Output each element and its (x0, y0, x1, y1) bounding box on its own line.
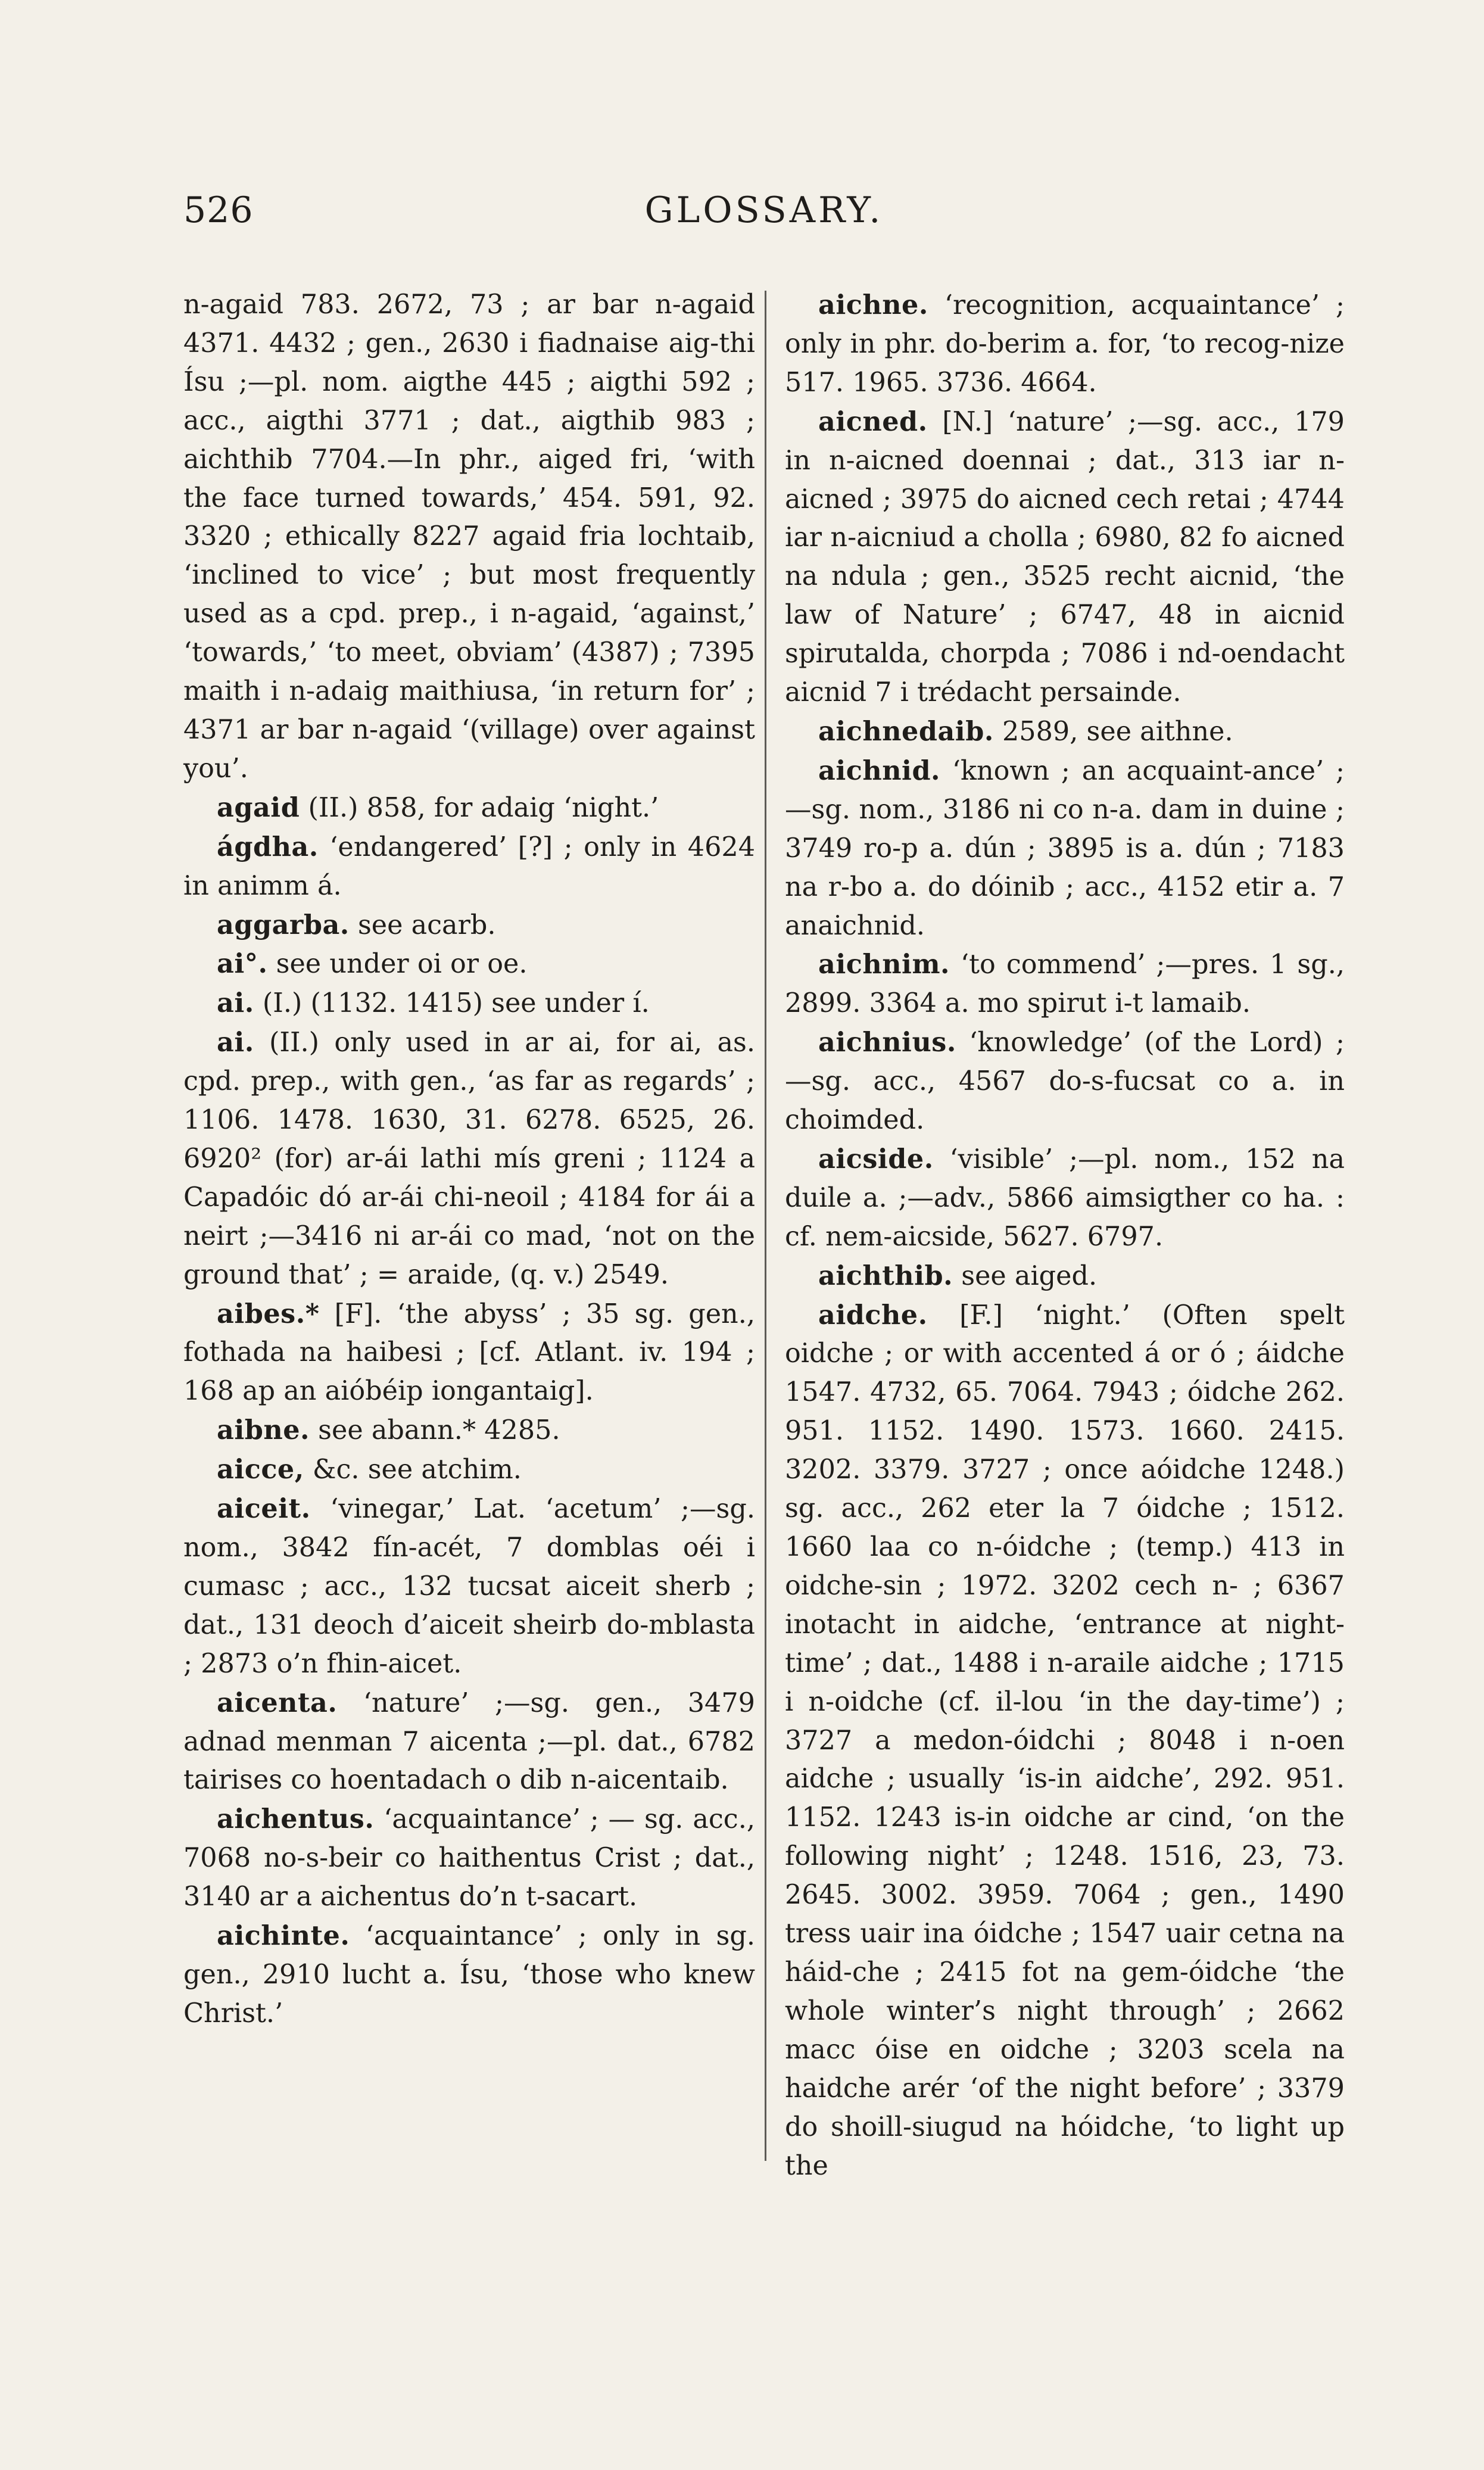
headword: aichnius. (818, 1027, 956, 1058)
headword: aichnim. (818, 949, 950, 980)
headword: aicside. (818, 1143, 934, 1175)
glossary-entry (785, 712, 1345, 752)
entry-text: (II.) only used in ar ai, for ai, as. cpd. prep., with gen., ‘as far as regards’ ; 1106. 1478. 1630, 31. 6278. 6525, 26. 6920² (for) ar-ái lathi mís greni ; 1124 a Capadóic dó ar-ái chi-neoil ; 4184 for ái a neirt ;—3416 ni ar-ái co mad, ‘not on the ground that’ ; = araide, (q. v.) 2549. (183, 1027, 755, 1290)
glossary-entry (183, 984, 755, 1023)
entry-text: ‘recognition, acquaintance’ ; only in phr. do-berim a. for, ‘to recog-nize 517. 1965. 3736. 4664. (785, 290, 1345, 398)
glossary-entry (183, 945, 755, 984)
entry-text: ‘known ; an acquaint-ance’ ;—sg. nom., 3186 ni co n-a. dam in duine ; 3749 ro-p a. dún ; 3895 is a. dún ; 7183 na r-bo a. do dóinib ; acc., 4152 etir a. 7 anaichnid. (785, 755, 1345, 941)
glossary-entry (183, 1295, 755, 1412)
headword: aichinte. (217, 1920, 350, 1952)
glossary-entry (183, 1023, 755, 1294)
glossary-entry (785, 1023, 1345, 1140)
headword: aichthib. (818, 1260, 953, 1291)
entry-text: [N.] ‘nature’ ;—sg. acc., 179 in n-aicned doennai ; dat., 313 iar n-aicned ; 3975 do aicned cech retai ; 4744 iar n-aicniud a cholla ; 6980, 82 fo aicned na ndula ; gen., 3525 recht aicnid, ‘the law of Nature’ ; 6747, 48 in aicnid spirutalda, chorpda ; 7086 i nd-oendacht aicnid 7 i trédacht persainde. (785, 406, 1345, 708)
headword: aiceit. (217, 1493, 311, 1525)
entry-text: [F]. ‘the abyss’ ; 35 sg. gen., fothada na haibesi ; [cf. Atlant. iv. 194 ; 168 ap an aióbéip iongantaig]. (183, 1298, 755, 1407)
entry-text: &c. see atchim. (312, 1454, 522, 1485)
glossary-entry (183, 906, 755, 945)
glossary-entry (785, 945, 1345, 1023)
entry-text: [F.] ‘night.’ (Often spelt oidche ; or with accented á or ó ; áidche 1547. 4732, 65. 7064. 7943 ; óidche 262. 951. 1152. 1490. 1573. 1660. 2415. 3202. 3379. 3727 ; once aóidche 1248.) sg. acc., 262 eter la 7 óidche ; 1512. 1660 laa co n-óidche ; (temp.) 413 in oidche-sin ; 1972. 3202 cech n- ; 6367 inotacht in aidche, ‘entrance at night-time’ ; dat., 1488 i n-araile aidche ; 1715 i n-oidche (cf. il-lou ‘in the day-time’) ; 3727 a medon-óidchi ; 8048 i n-oen aidche ; usually ‘is-in aidche’, 292. 951. 1152. 1243 is-in oidche ar cind, ‘on the following night’ ; 1248. 1516, 23, 73. 2645. 3002. 3959. 7064 ; gen., 1490 tress uair ina óidche ; 1547 uair cetna na háid-che ; 2415 fot na gem-óidche ‘the whole winter’s night through’ ; 2662 macc óise en oidche ; 3203 scela na haidche arér ‘of the night before’ ; 3379 do shoill-siugud na hóidche, ‘to light up the (785, 1300, 1345, 2181)
page-header (183, 189, 1345, 243)
headword: ai. (217, 988, 254, 1019)
headword: aichne. (818, 289, 928, 320)
glossary-entry (183, 1917, 755, 2033)
entry-text: (I.) (1132. 1415) see under í. (262, 988, 650, 1019)
entry-text: see under oi or oe. (276, 949, 528, 980)
headword: ágdha. (217, 831, 319, 862)
headword: agaid (217, 792, 300, 823)
entry-text: see acarb. (357, 909, 496, 940)
headword: aichentus. (217, 1804, 375, 1835)
glossary-entry (183, 286, 755, 789)
glossary-entry (785, 1296, 1345, 2186)
entry-text: ‘to commend’ ;—pres. 1 sg., 2899. 3364 a. mo spirut i-t lamaib. (785, 949, 1345, 1019)
headword: aichnid. (818, 755, 941, 786)
entry-text: ‘vinegar,’ Lat. ‘acetum’ ;—sg. nom., 3842 fín-acét, 7 domblas oéi i cumasc ; acc., 132 tucsat aiceit sherb ; dat., 131 deoch d’aiceit sheirb do-mblasta ; 2873 o’n fhin-aicet. (183, 1494, 755, 1679)
entry-text: ‘nature’ ;—sg. gen., 3479 adnad menman 7 aicenta ;—pl. dat., 6782 tairises co hoentadach o dib n-aicentaib. (183, 1687, 755, 1796)
glossary-entry (785, 403, 1345, 712)
entry-text: (II.) 858, for adaig ‘night.’ (308, 792, 659, 823)
glossary-entry (183, 828, 755, 906)
entry-text: ‘knowledge’ (of the Lord) ;—sg. acc., 4567 do-s-fucsat co a. in choimded. (785, 1027, 1345, 1136)
entry-text: 2589, see aithne. (1002, 716, 1233, 747)
glossary-entry (183, 789, 755, 828)
entry-text: see aiged. (961, 1260, 1098, 1291)
column-divider (765, 291, 766, 2161)
page-number: 526 (183, 189, 254, 231)
running-title: GLOSSARY. (644, 189, 884, 231)
glossary-entry (785, 1140, 1345, 1257)
glossary-entry (785, 752, 1345, 946)
glossary-entry (785, 286, 1345, 403)
entry-text: ‘acquaintance’ ; only in sg. gen., 2910 lucht a. Ísu, ‘those who knew Christ.’ (183, 1921, 755, 2029)
headword: aggarba. (217, 909, 350, 940)
headword: aidche. (818, 1299, 928, 1331)
glossary-entry (183, 1800, 755, 1917)
entry-text: ‘endangered’ [?] ; only in 4624 in animm á. (183, 831, 756, 901)
left-column (183, 286, 755, 2033)
entry-text: ‘acquaintance’ ; — sg. acc., 7068 no-s-beir co haithentus Crist ; dat., 3140 ar a aichentus do’n t-sacart. (183, 1804, 755, 1913)
glossary-entry (183, 1411, 755, 1450)
headword: aicned. (818, 406, 928, 437)
glossary-entry (183, 1490, 755, 1684)
right-column (785, 286, 1345, 2185)
headword: aichnedaib. (818, 715, 994, 747)
entry-text: ‘visible’ ;—pl. nom., 152 na duile a. ;—adv., 5866 aimsigther co ha. : cf. nem-aicside, 5627. 6797. (785, 1144, 1345, 1252)
headword: ai. (217, 1027, 254, 1058)
headword: aibes.* (217, 1298, 320, 1329)
headword: aibne. (217, 1415, 310, 1446)
glossary-entry (183, 1450, 755, 1490)
glossary-entry (785, 1257, 1345, 1296)
headword: ai°. (217, 948, 268, 980)
headword: aicenta. (217, 1687, 338, 1718)
headword: aicce, (217, 1454, 304, 1485)
entry-text: see abann.* 4285. (318, 1415, 560, 1446)
glossary-entry (183, 1684, 755, 1801)
entry-text: n-agaid 783. 2672, 73 ; ar bar n-agaid 4371. 4432 ; gen., 2630 i fiadnaise aig-thi Ísu ;—pl. nom. aigthe 445 ; aigthi 592 ; acc., aigthi 3771 ; dat., aigthib 983 ; aichthib 7704.—In phr., aiged fri, ‘with the face turned towards,’ 454. 591, 92. 3320 ; ethically 8227 agaid fria lochtaib, ‘inclined to vice’ ; but most frequently used as a cpd. prep., i n-agaid, ‘against,’ ‘towards,’ ‘to meet, obviam’ (4387) ; 7395 maith i n-adaig maithiusa, ‘in return for’ ; 4371 ar bar n-agaid ‘(village) over against you’. (183, 289, 755, 784)
